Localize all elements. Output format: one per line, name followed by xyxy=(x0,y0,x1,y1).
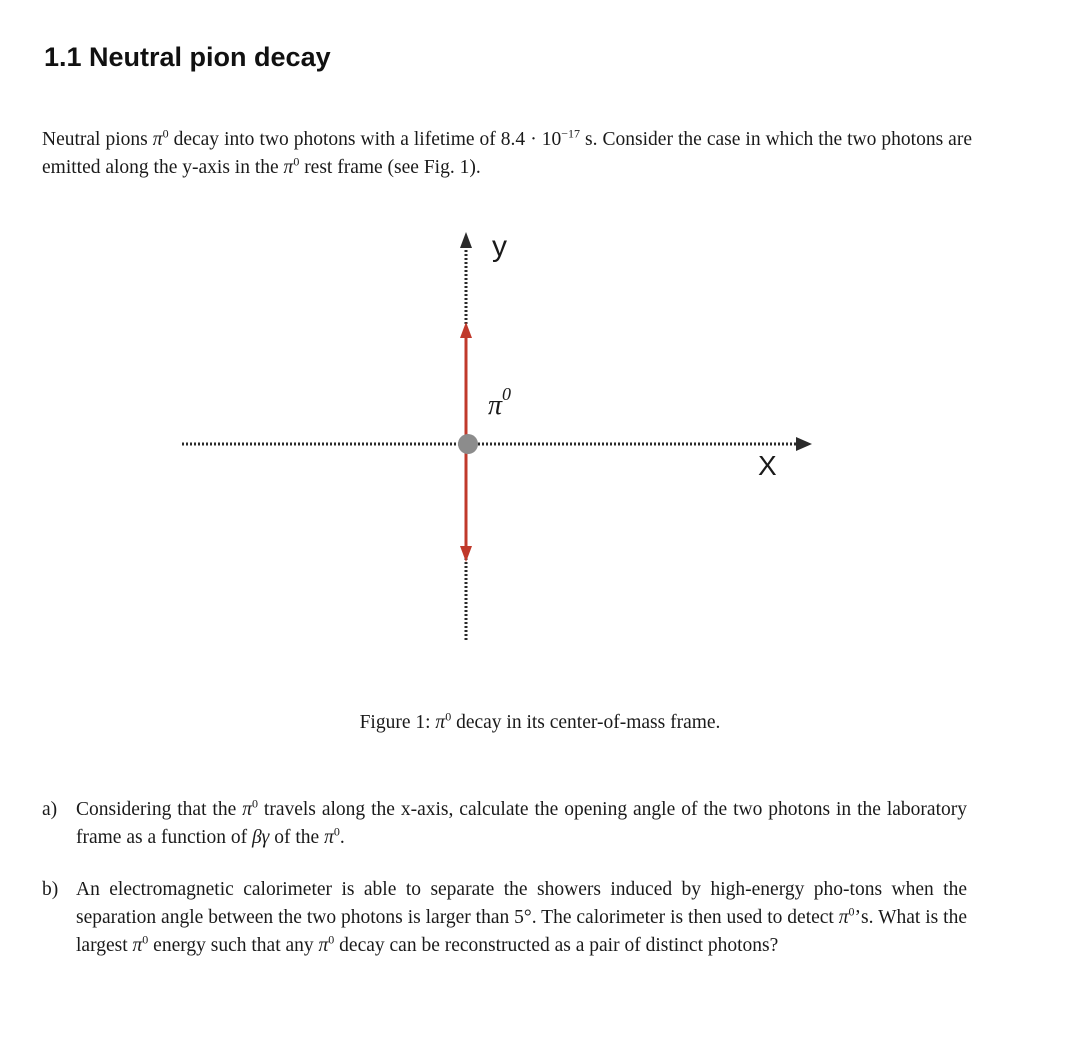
pion-symbol: π xyxy=(132,935,143,956)
question-a-text-4: . xyxy=(339,827,345,848)
intro-text-1: Neutral pions xyxy=(42,129,153,150)
pion-symbol: π xyxy=(152,129,163,150)
question-a-text-2: travels along the x-axis, calculate the opening angle of the two photons in the laboratory frame as a function of xyxy=(76,799,967,848)
question-a-text-1: Considering that the xyxy=(76,799,243,820)
question-list xyxy=(42,796,967,984)
pion-superscript: 0 xyxy=(445,709,452,724)
intro-paragraph xyxy=(42,126,972,182)
decay-figure xyxy=(170,222,830,672)
question-b-text-1b: ’s. What is the largest xyxy=(76,907,967,956)
question-b-text-1: An electromagnetic calorimeter is able to separate the showers induced by high-energy pho-tons when the separation angle between the two photons is larger than 5°. The calorimeter is then used to detect xyxy=(76,879,967,928)
question-b-text-2: energy such that any xyxy=(148,935,319,956)
pion-label xyxy=(488,384,512,422)
pion-superscript: 0 xyxy=(848,904,855,919)
question-a xyxy=(42,796,967,852)
decay-diagram xyxy=(170,222,830,672)
x-axis-label: X xyxy=(758,450,777,481)
y-axis-arrowhead xyxy=(460,232,472,248)
intro-text-3: s. Consider the case in which the two photons are emitted along the y-axis in the xyxy=(42,129,972,178)
pion-symbol: π xyxy=(324,827,334,848)
intro-text-2: decay into two photons with a lifetime of 8.4 · 10 xyxy=(168,129,562,150)
figure-caption xyxy=(0,709,1080,734)
y-axis-label: y xyxy=(492,230,507,263)
caption-suffix: decay in its center-of-mass frame. xyxy=(451,712,721,733)
pion-superscript: 0 xyxy=(162,126,169,141)
question-a-marker: a) xyxy=(42,799,58,820)
pion-symbol: π xyxy=(435,712,446,733)
pion-dot xyxy=(458,434,478,454)
pion-symbol: π xyxy=(242,799,252,820)
pion-superscript: 0 xyxy=(333,824,340,839)
photon-arrow-down-head xyxy=(460,546,472,562)
x-axis-arrowhead xyxy=(796,437,812,451)
pion-superscript: 0 xyxy=(142,932,149,947)
beta-gamma-symbol: βγ xyxy=(251,827,270,848)
pion-superscript: 0 xyxy=(251,796,258,811)
pion-label-symbol: π xyxy=(488,390,503,421)
photon-arrow-up-head xyxy=(460,322,472,338)
pion-symbol: π xyxy=(838,907,849,928)
lifetime-exponent: −17 xyxy=(561,126,581,141)
pion-superscript: 0 xyxy=(293,154,300,169)
pion-superscript: 0 xyxy=(328,932,335,947)
caption-prefix: Figure 1: xyxy=(359,712,436,733)
pion-label-superscript: 0 xyxy=(502,384,512,404)
question-a-text-3: of the xyxy=(269,827,325,848)
section-title: 1.1 Neutral pion decay xyxy=(44,42,331,72)
pion-symbol: π xyxy=(283,157,294,178)
pion-symbol: π xyxy=(318,935,329,956)
question-b-text-3: decay can be reconstructed as a pair of distinct photons? xyxy=(334,935,779,956)
question-b-marker: b) xyxy=(42,879,59,900)
question-b xyxy=(42,876,967,960)
intro-text-4: rest frame (see Fig. 1). xyxy=(299,157,481,178)
